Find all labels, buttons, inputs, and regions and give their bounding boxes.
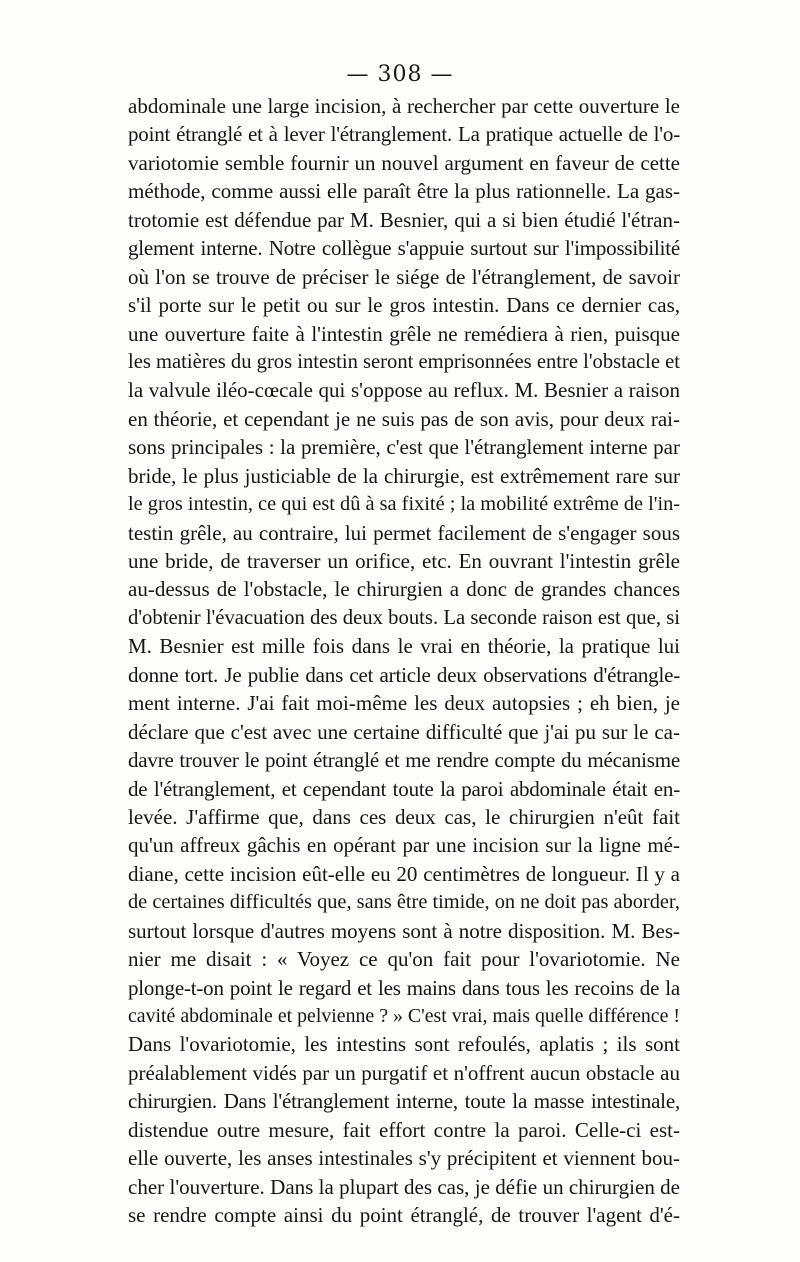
text-line: préalablement vidés par un purgatif et n'offrent aucun obstacle au [128,1060,680,1085]
text-line: testin grêle, au contraire, lui permet facilement de s'engager sous [128,520,680,545]
text-line: sons principales : la première, c'est que l'étranglement interne par [128,435,680,460]
body-text [128,92,680,1230]
text-line: nier me disait : « Voyez ce qu'on fait pour l'ovariotomie. Ne [128,947,680,972]
text-line: bride, le plus justiciable de la chirurgie, est extrêmement rare sur [128,463,680,488]
text-line: Dans l'ovariotomie, les intestins sont refoulés, aplatis ; ils sont [128,1032,680,1057]
text-line: diane, cette incision eût-elle eu 20 centimètres de longueur. Il y a [128,861,680,886]
text-line: où l'on se trouve de préciser le siége de l'étranglement, de savoir [128,264,680,289]
text-line: d'obtenir l'évacuation des deux bouts. La seconde raison est que, si [128,606,680,629]
text-line: ment interne. J'ai fait moi-même les deux autopsies ; eh bien, je [128,691,680,716]
text-line: en théorie, et cependant je ne suis pas de son avis, pour deux rai- [128,406,680,431]
text-line: les matières du gros intestin seront emprisonnées entre l'obstacle et [128,350,680,373]
text-line: au-dessus de l'obstacle, le chirurgien a donc de grandes chances [128,577,680,602]
text-line: elle ouverte, les anses intestinales s'y précipitent et viennent bou- [128,1146,680,1171]
text-line: distendue outre mesure, fait effort contre la paroi. Celle-ci est- [128,1117,680,1142]
text-line: glement interne. Notre collègue s'appuie surtout sur l'impossibilité [128,236,680,261]
text-line: davre trouver le point étranglé et me rendre compte du mécanisme [128,748,680,773]
text-line: abdominale une large incision, à rechercher par cette ouverture le [128,94,680,118]
text-line: chirurgien. Dans l'étranglement interne, toute la masse intestinale, [128,1089,680,1114]
text-line: donne tort. Je publie dans cet article deux observations d'étrangle- [128,662,680,687]
text-line: de certaines difficultés que, sans être timide, on ne doit pas aborder, [128,891,680,914]
text-line: plonge-t-on point le regard et les mains dans tous les recoins de la [128,975,680,1000]
text-line: trotomie est défendue par M. Besnier, qui a si bien étudié l'étran- [128,207,680,232]
text-line: variotomie semble fournir un nouvel argument en faveur de cette [128,150,680,175]
text-line: méthode, comme aussi elle paraît être la plus rationnelle. La gas- [128,179,680,204]
text-line: une ouverture faite à l'intestin grêle ne remédiera à rien, puisque [128,321,680,346]
text-line: la valvule iléo-cœcale qui s'oppose au reflux. M. Besnier a raison [128,378,680,403]
text-line: M. Besnier est mille fois dans le vrai en théorie, la pratique lui [128,634,680,659]
text-line: qu'un affreux gâchis en opérant par une incision sur la ligne mé- [128,833,680,858]
text-line: cher l'ouverture. Dans la plupart des cas, je défie un chirurgien de [128,1174,680,1199]
text-line: une bride, de traverser un orifice, etc. En ouvrant l'intestin grêle [128,549,680,573]
page-number: — 308 — [346,62,454,87]
text-line: de l'étranglement, et cependant toute la paroi abdominale était en- [128,776,680,801]
text-line: s'il porte sur le petit ou sur le gros intestin. Dans ce dernier cas, [128,293,680,318]
text-line: le gros intestin, ce qui est dû à sa fixité ; la mobilité extrême de l'in- [128,493,681,516]
text-line: se rendre compte ainsi du point étranglé, de trouver l'agent d'é- [128,1203,680,1228]
text-line: levée. J'affirme que, dans ces deux cas, le chirurgien n'eût fait [128,804,680,829]
text-line: déclare que c'est avec une certaine difficulté que j'ai pu sur le ca- [128,719,680,744]
text-line: surtout lorsque d'autres moyens sont à notre disposition. M. Bes- [128,918,680,943]
text-line: cavité abdominale et pelvienne ? » C'est vrai, mais quelle différence ! [128,1005,680,1027]
text-line: point étranglé et à lever l'étranglement. La pratique actuelle de l'o- [128,122,680,147]
